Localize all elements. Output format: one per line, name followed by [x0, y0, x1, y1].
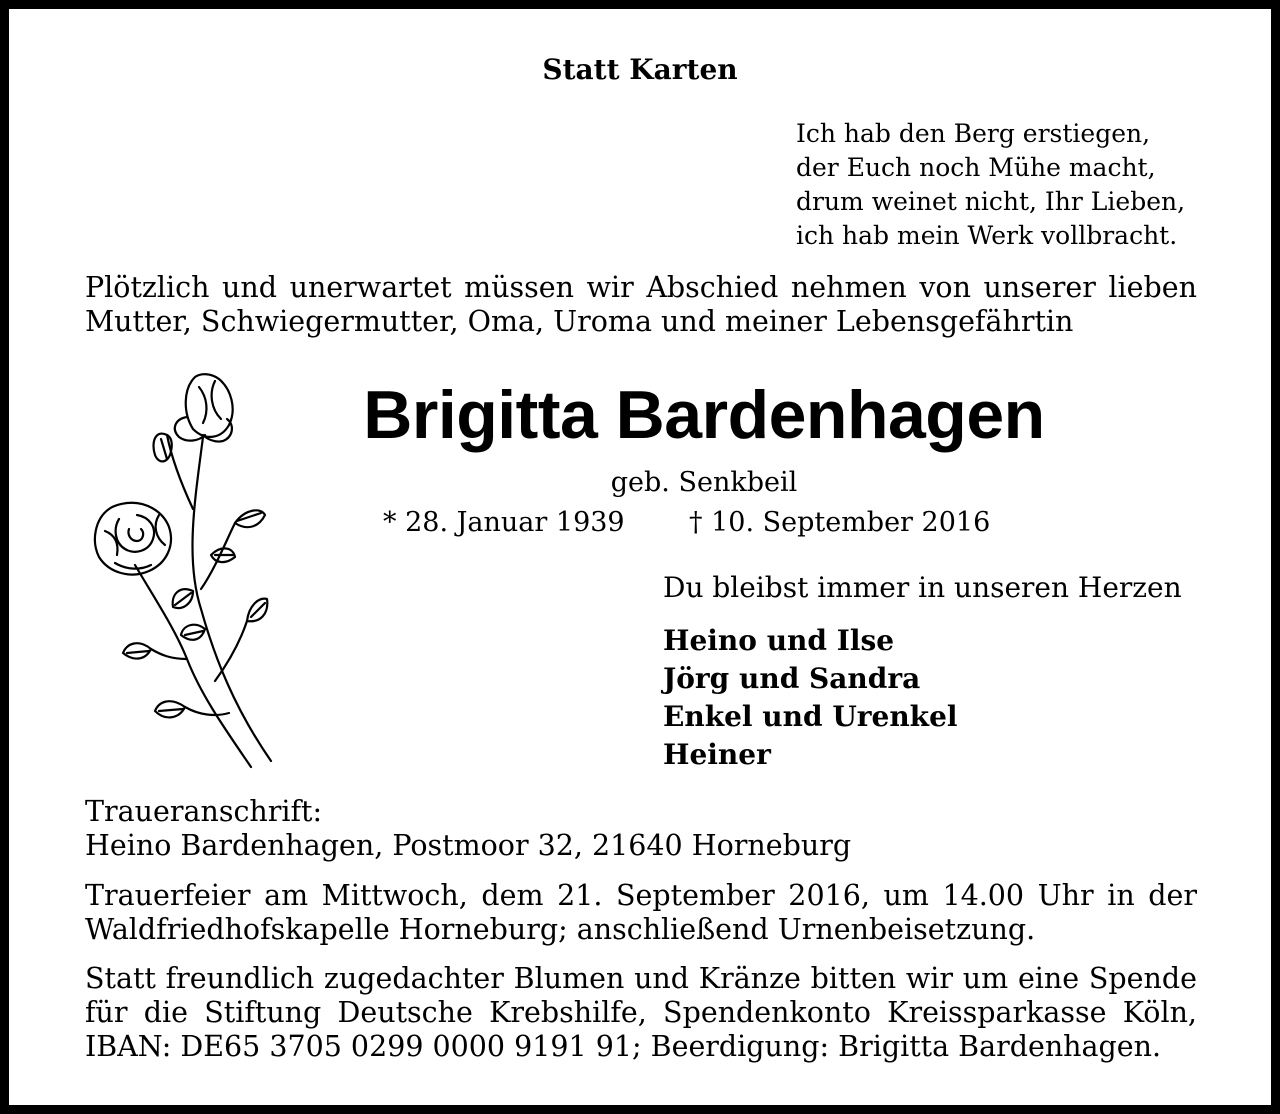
poem-line: drum weinet nicht, Ihr Lieben, — [796, 187, 1186, 216]
deceased-name: Brigitta Bardenhagen — [363, 377, 1045, 453]
motto-text: Du bleibst immer in unseren Herzen — [663, 571, 1182, 604]
poem-line: Ich hab den Berg erstiegen, — [796, 119, 1151, 148]
donation-line: für die Stiftung Deutsche Krebshilfe, Spendenkonto Kreissparkasse Köln, — [85, 996, 1197, 1029]
address-line: Heino Bardenhagen, Postmoor 32, 21640 Horneburg — [85, 829, 852, 862]
donation-line: Statt freundlich zugedachter Blumen und Kränze bitten wir um eine Spende — [85, 962, 1197, 995]
mourner-name: Enkel und Urenkel — [663, 700, 958, 733]
poem-line: ich hab mein Werk vollbracht. — [796, 221, 1178, 250]
death-date: † 10. September 2016 — [689, 507, 991, 538]
poem-line: der Euch noch Mühe macht, — [796, 153, 1156, 182]
mourner-name: Jörg und Sandra — [663, 662, 921, 695]
address-label: Traueranschrift: — [85, 795, 323, 828]
intro-line: Plötzlich und unerwartet müssen wir Abschied nehmen von unserer lieben — [85, 271, 1197, 304]
mourners-list — [663, 622, 958, 774]
service-info — [85, 879, 1197, 947]
birth-date: * 28. Januar 1939 — [383, 507, 625, 538]
donation-line: IBAN: DE65 3705 0299 0000 9191 91; Beerdigung: Brigitta Bardenhagen. — [85, 1030, 1162, 1063]
service-line: Trauerfeier am Mittwoch, dem 21. September 2016, um 14.00 Uhr in der — [85, 879, 1197, 912]
maiden-name: geb. Senkbeil — [610, 467, 798, 498]
mourning-address — [85, 795, 1197, 863]
mourner-name: Heino und Ilse — [663, 624, 895, 657]
mourner-name: Heiner — [663, 738, 771, 771]
service-line: Waldfriedhofskapelle Horneburg; anschließend Urnenbeisetzung. — [85, 913, 1036, 946]
header-text: Statt Karten — [542, 53, 738, 86]
intro-line: Mutter, Schwiegermutter, Oma, Uroma und meiner Lebensgefährtin — [85, 305, 1074, 338]
donation-info — [85, 962, 1197, 1064]
poem — [796, 117, 1185, 253]
intro-text — [85, 271, 1197, 339]
